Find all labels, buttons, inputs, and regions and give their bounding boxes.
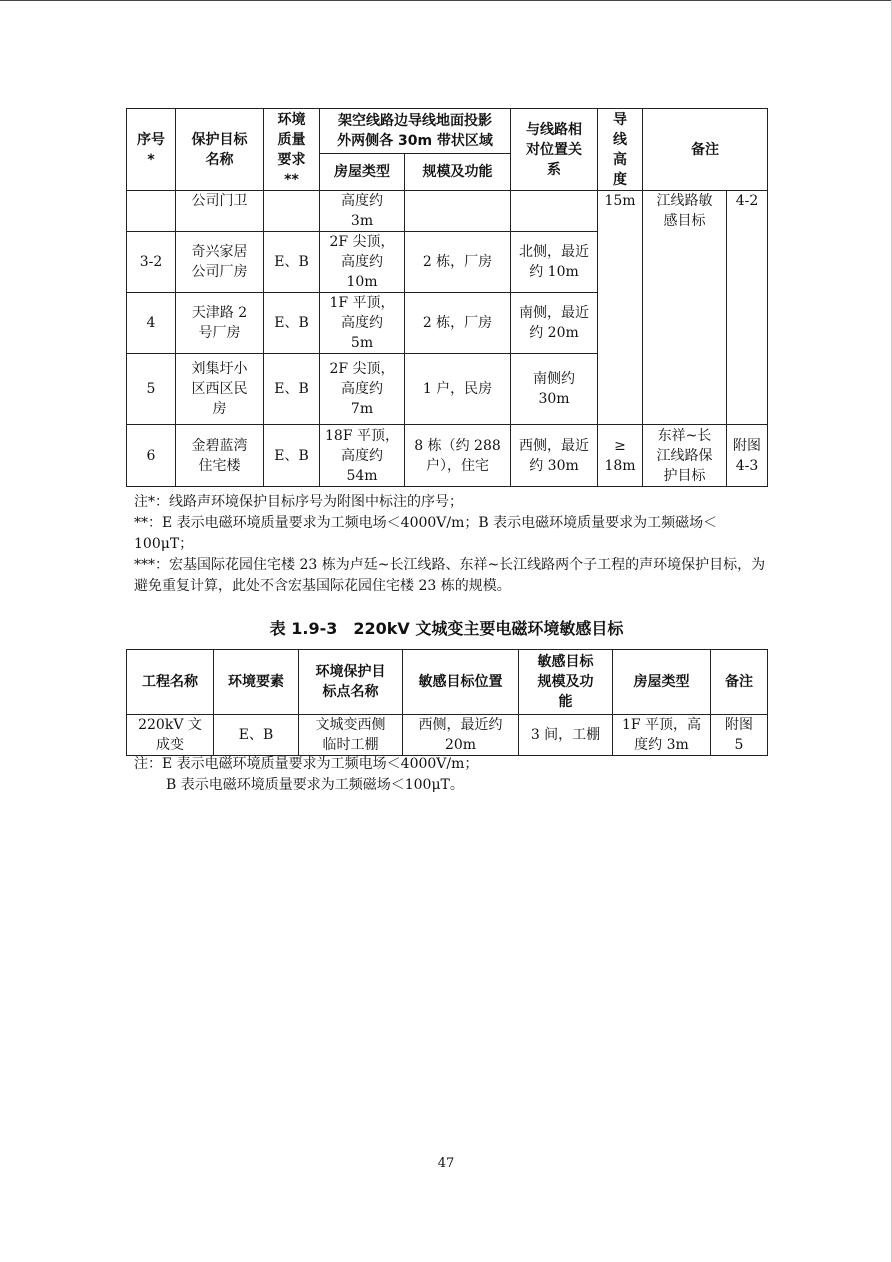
table2-notes [134, 754, 774, 796]
cell-figure-merged: 4-2 [727, 191, 768, 425]
protection-targets-table [126, 108, 768, 487]
header-remarks: 备注 [643, 109, 768, 191]
cell-house: 1F 平顶， 高度约 5m [320, 293, 405, 354]
page-top-border [0, 0, 892, 1]
header-house-type: 房屋类型 [320, 154, 405, 191]
table-row [127, 715, 768, 756]
cell-relation: 南侧，最近 约 20m [511, 293, 598, 354]
cell-house-type: 1F 平顶，高 度约 3m [613, 715, 711, 756]
cell-relation: 南侧约 30m [511, 354, 598, 425]
cell-quality: E、B [264, 425, 320, 487]
substation-targets-table [126, 649, 768, 756]
header-seq: 序号 * [127, 109, 176, 191]
cell-seq: 6 [127, 425, 176, 487]
cell-element: E、B [214, 715, 299, 756]
cell-house: 2F 尖顶， 高度约 7m [320, 354, 405, 425]
cell-relation: 北侧，最近 约 10m [511, 232, 598, 293]
cell-quality: E、B [264, 293, 320, 354]
t2-header-location: 敏感目标位置 [403, 650, 519, 715]
cell-scale: 1 户，民房 [405, 354, 511, 425]
cell-project: 220kV 文 成变 [127, 715, 214, 756]
cell-house: 2F 尖顶， 高度约 10m [320, 232, 405, 293]
table-row [127, 425, 768, 487]
t2-header-house-type: 房屋类型 [613, 650, 711, 715]
header-quality: 环境 质量 要求 ** [264, 109, 320, 191]
cell-quality [264, 191, 320, 232]
cell-target: 奇兴家居 公司厂房 [176, 232, 264, 293]
cell-scale: 8 栋（约 288 户），住宅 [405, 425, 511, 487]
cell-remark: 东祥~长 江线路保 护目标 [643, 425, 727, 487]
cell-relation: 西侧，最近 约 30m [511, 425, 598, 487]
table-caption: 表 1.9-3 220kV 文城变主要电磁环境敏感目标 [269, 619, 624, 638]
header-target: 保护目标 名称 [176, 109, 264, 191]
cell-location: 西侧，最近约 20m [403, 715, 519, 756]
note-line: 注：E 表示电磁环境质量要求为工频电场＜4000V/m； [134, 756, 479, 772]
t2-header-element: 环境要素 [214, 650, 299, 715]
note-line: **：E 表示电磁环境质量要求为工频电场＜4000V/m；B 表示电磁环境质量要求为工频磁场＜100μT； [134, 515, 718, 552]
cell-seq [127, 191, 176, 232]
cell-seq: 5 [127, 354, 176, 425]
cell-remark-merged: 江线路敏 感目标 [643, 191, 727, 425]
cell-height-merged: 15m [598, 191, 643, 425]
cell-remarks: 附图 5 [711, 715, 768, 756]
cell-scale: 2 栋，厂房 [405, 232, 511, 293]
cell-figure: 附图 4-3 [727, 425, 768, 487]
cell-target: 刘集圩小 区西区民 房 [176, 354, 264, 425]
t2-header-scale: 敏感目标 规模及功 能 [519, 650, 613, 715]
cell-house: 高度约 3m [320, 191, 405, 232]
t2-header-project: 工程名称 [127, 650, 214, 715]
header-height: 导 线 高 度 [598, 109, 643, 191]
table-row [127, 191, 768, 232]
cell-target: 天津路 2 号厂房 [176, 293, 264, 354]
cell-scale: 2 栋，厂房 [405, 293, 511, 354]
header-scale: 规模及功能 [405, 154, 511, 191]
cell-scale: 3 间，工棚 [519, 715, 613, 756]
cell-target: 金碧蓝湾 住宅楼 [176, 425, 264, 487]
page-number: 47 [437, 1156, 455, 1171]
table1-notes [134, 492, 774, 597]
cell-relation [511, 191, 598, 232]
cell-quality: E、B [264, 232, 320, 293]
note-line: B 表示电磁环境质量要求为工频磁场＜100μT。 [166, 777, 464, 793]
note-line: 注*：线路声环境保护目标序号为附图中标注的序号； [134, 494, 463, 510]
cell-house: 18F 平顶， 高度约 54m [320, 425, 405, 487]
cell-height: ≥ 18m [598, 425, 643, 487]
t2-header-target-name: 环境保护目 标点名称 [299, 650, 403, 715]
cell-scale [405, 191, 511, 232]
note-line: ***：宏基国际花园住宅楼 23 栋为卢廷~长江线路、东祥~长江线路两个子工程的声环境保护目标，为避免重复计算，此处不含宏基国际花园住宅楼 23 栋的规模。 [134, 557, 766, 594]
header-relation: 与线路相 对位置关 系 [511, 109, 598, 191]
cell-quality: E、B [264, 354, 320, 425]
cell-seq: 4 [127, 293, 176, 354]
header-band-area: 架空线路边导线地面投影 外两侧各 30m 带状区域 [320, 109, 511, 154]
t2-header-remarks: 备注 [711, 650, 768, 715]
cell-target: 公司门卫 [176, 191, 264, 232]
cell-seq: 3-2 [127, 232, 176, 293]
cell-target-name: 文城变西侧 临时工棚 [299, 715, 403, 756]
